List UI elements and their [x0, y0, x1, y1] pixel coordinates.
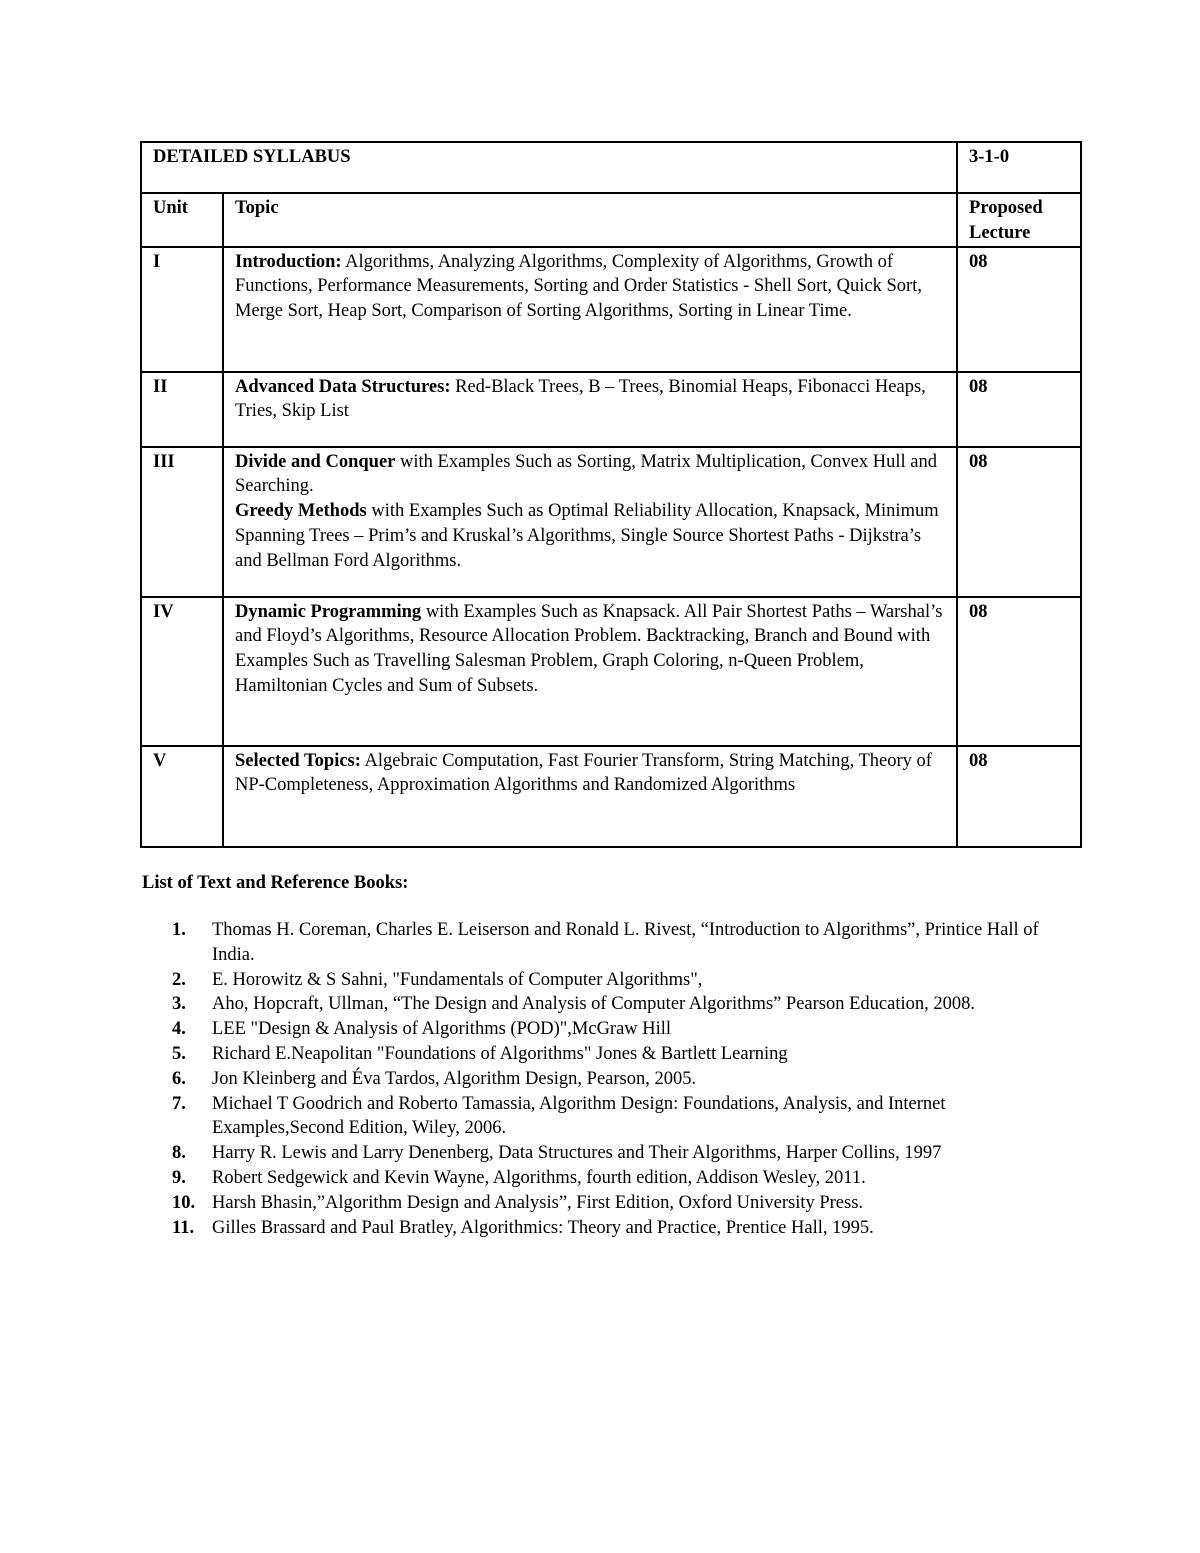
book-text: Richard E.Neapolitan "Foundations of Algorithms" Jones & Bartlett Learning — [212, 1043, 788, 1064]
book-text: Robert Sedgewick and Kevin Wayne, Algorithms, fourth edition, Addison Wesley, 2011. — [212, 1167, 866, 1188]
unit-number: IV — [141, 597, 223, 746]
topic-heading: Greedy Methods — [235, 501, 367, 522]
book-number: 7. — [172, 1093, 186, 1114]
unit-topic — [223, 597, 957, 746]
book-text: Thomas H. Coreman, Charles E. Leiserson and Ronald L. Rivest, “Introduction to Algorithms”, Printice Hall of India. — [212, 920, 1039, 965]
book-number: 4. — [172, 1019, 186, 1040]
book-item — [172, 992, 1072, 1017]
unit-row — [141, 447, 1081, 597]
book-item — [172, 1067, 1072, 1092]
syllabus-title: DETAILED SYLLABUS — [141, 142, 957, 193]
topic-text: with Examples Such as Knapsack. All Pair Shortest Paths – Warshal’s and Floyd’s Algorithms, Resource Allocation Problem. Backtracking, Branch and Bound with Examples Such as Travelling Salesman Problem, Graph Coloring, n-Queen Problem, Hamiltonian Cycles and Sum of Subsets. — [235, 601, 943, 696]
book-number: 11. — [172, 1217, 195, 1238]
topic-text: Algebraic Computation, Fast Fourier Transform, String Matching, Theory of NP-Completeness, Approximation Algorithms and Randomized Algorithms — [235, 750, 932, 796]
header-proposed-lecture — [957, 193, 1081, 247]
book-item — [172, 1141, 1072, 1166]
unit-topic — [223, 247, 957, 372]
unit-lectures: 08 — [957, 372, 1081, 447]
unit-row — [141, 597, 1081, 746]
book-text: Harsh Bhasin,”Algorithm Design and Analysis”, First Edition, Oxford University Press. — [212, 1192, 864, 1213]
topic-heading: Selected Topics: — [235, 750, 361, 771]
header-row — [141, 193, 1081, 247]
topic-heading: Dynamic Programming — [235, 601, 422, 622]
unit-lectures: 08 — [957, 746, 1081, 847]
unit-number: III — [141, 447, 223, 597]
book-text: Jon Kleinberg and Éva Tardos, Algorithm Design, Pearson, 2005. — [212, 1068, 697, 1089]
book-text: Aho, Hopcraft, Ullman, “The Design and Analysis of Computer Algorithms” Pearson Education, 2008. — [212, 994, 975, 1015]
topic-text: Algorithms, Analyzing Algorithms, Complexity of Algorithms, Growth of Functions, Performance Measurements, Sorting and Order Statistics - Shell Sort, Quick Sort, Merge Sort, Heap Sort, Comparison of Sorting Algorithms, Sorting in Linear Time. — [235, 251, 922, 322]
unit-number: II — [141, 372, 223, 447]
unit-lectures: 08 — [957, 597, 1081, 746]
book-number: 6. — [172, 1068, 186, 1089]
title-row — [141, 142, 1081, 193]
unit-number: I — [141, 247, 223, 372]
book-text: Harry R. Lewis and Larry Denenberg, Data Structures and Their Algorithms, Harper Collins, 1997 — [212, 1143, 942, 1164]
topic-heading: Divide and Conquer — [235, 451, 396, 472]
unit-lectures: 08 — [957, 247, 1081, 372]
book-text: Gilles Brassard and Paul Bratley, Algorithmics: Theory and Practice, Prentice Hall, 1995. — [212, 1217, 874, 1238]
books-heading: List of Text and Reference Books: — [142, 873, 409, 893]
book-item — [172, 1092, 1072, 1142]
book-number: 1. — [172, 920, 186, 940]
book-number: 9. — [172, 1167, 186, 1188]
topic-heading: Advanced Data Structures: — [235, 376, 451, 397]
book-number: 2. — [172, 969, 186, 990]
book-item — [172, 1042, 1072, 1067]
unit-row — [141, 372, 1081, 447]
unit-topic — [223, 746, 957, 847]
unit-number: V — [141, 746, 223, 847]
books-list — [172, 918, 1072, 1240]
topic-text: with Examples Such as Optimal Reliability Allocation, Knapsack, Minimum Spanning Trees – Prim’s and Kruskal’s Algorithms, Single Source Shortest Paths - Dijkstra’s and Bellman Ford Algorithms. — [235, 501, 939, 571]
syllabus-table — [140, 141, 1082, 848]
book-text: LEE "Design & Analysis of Algorithms (POD)",McGraw Hill — [212, 1019, 672, 1040]
book-text: E. Horowitz & S Sahni, "Fundamentals of Computer Algorithms", — [212, 969, 703, 990]
credits-value: 3-1-0 — [957, 142, 1081, 193]
book-item — [172, 918, 1072, 968]
book-number: 8. — [172, 1143, 186, 1164]
unit-topic — [223, 372, 957, 447]
book-item — [172, 968, 1072, 993]
unit-topic — [223, 447, 957, 597]
book-item — [172, 1017, 1072, 1042]
topic-heading: Introduction: — [235, 251, 342, 272]
header-lecture-line2: Lecture — [969, 222, 1031, 243]
book-item — [172, 1166, 1072, 1191]
header-unit: Unit — [141, 193, 223, 247]
book-number: 10. — [172, 1192, 196, 1213]
book-item — [172, 1216, 1072, 1241]
topic-text: with Examples Such as Sorting, Matrix Multiplication, Convex Hull and Searching. — [235, 451, 937, 497]
header-lecture-line1: Proposed — [969, 198, 1043, 218]
unit-row — [141, 247, 1081, 372]
book-number: 5. — [172, 1043, 186, 1064]
book-item — [172, 1191, 1072, 1216]
header-topic: Topic — [223, 193, 957, 247]
unit-lectures: 08 — [957, 447, 1081, 597]
book-number: 3. — [172, 994, 186, 1015]
unit-row — [141, 746, 1081, 847]
book-text: Michael T Goodrich and Roberto Tamassia, Algorithm Design: Foundations, Analysis, and Internet Examples,Second Edition, Wiley, 2006. — [212, 1093, 946, 1139]
topic-text: Red-Black Trees, B – Trees, Binomial Heaps, Fibonacci Heaps, Tries, Skip List — [235, 376, 926, 422]
